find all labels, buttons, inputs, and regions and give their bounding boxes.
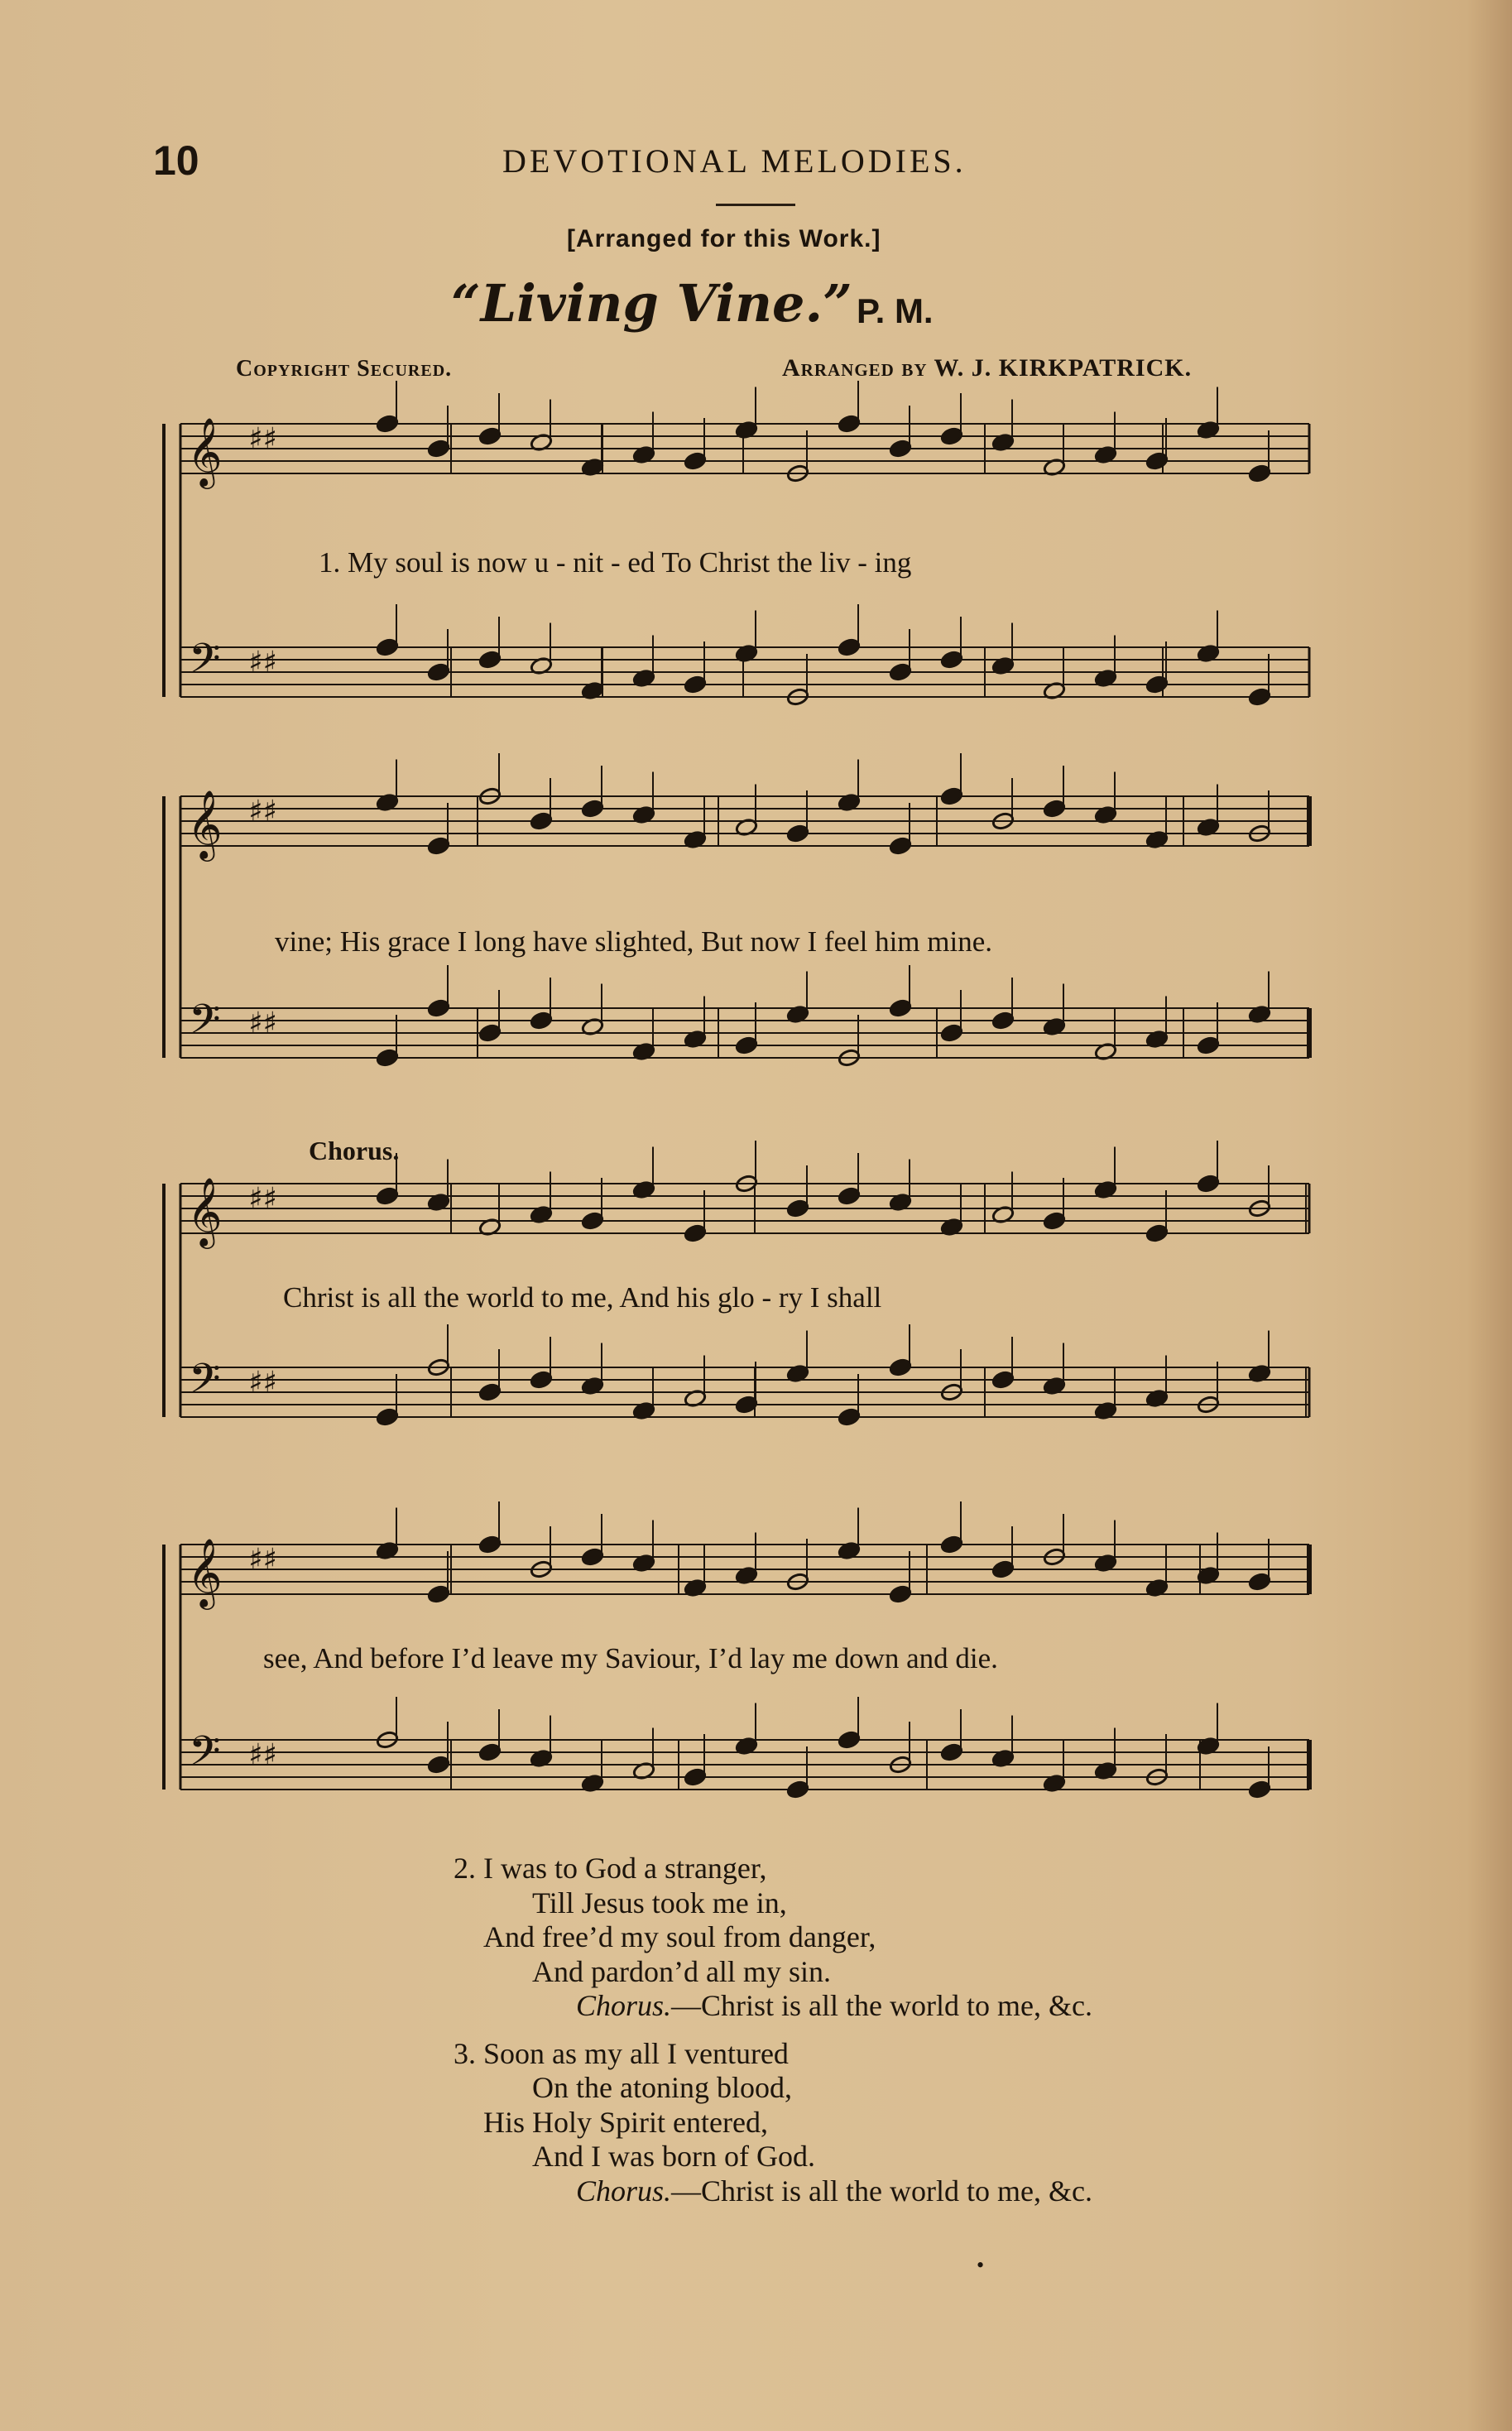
verse-line: And free’d my soul from danger,: [483, 1920, 876, 1953]
arranger-credit: Arranged by W. J. KIRKPATRICK.: [782, 354, 1193, 382]
note-head: [530, 1011, 553, 1030]
note-head: [1197, 1174, 1220, 1193]
note-head: [376, 1048, 399, 1067]
key-signature-sharp-icon: ♯♯: [248, 1007, 277, 1040]
page-number: 10: [153, 137, 199, 184]
note-head: [478, 1742, 502, 1761]
note-head: [376, 1186, 399, 1205]
note-head: [427, 836, 450, 855]
note-head: [376, 414, 399, 433]
note-head: [684, 1223, 707, 1242]
note-head: [1197, 1035, 1220, 1055]
note-head: [530, 1370, 553, 1389]
treble-clef-icon: 𝄞: [187, 416, 223, 486]
verse-line: 3. Soon as my all I ventured: [454, 2036, 789, 2070]
key-signature-sharp-icon: ♯♯: [248, 422, 277, 456]
note-head: [786, 1780, 809, 1799]
key-signature-sharp-icon: ♯♯: [248, 1543, 277, 1577]
verse-line: And I was born of God.: [532, 2140, 815, 2173]
chorus-reference: [454, 1989, 1092, 2024]
chorus-ref-label: Chorus.: [576, 1989, 672, 2022]
note-head: [889, 998, 912, 1017]
note-head: [530, 811, 553, 830]
note-head: [1145, 675, 1169, 694]
note-head: [1145, 1223, 1169, 1242]
note-head: [838, 1730, 861, 1749]
note-head: [889, 836, 912, 855]
note-head: [991, 1559, 1015, 1578]
lyrics-system-1: 1. My soul is now u - nit - ed To Christ the liv - ing: [319, 546, 912, 579]
bass-clef-icon: 𝄢: [189, 1355, 221, 1413]
note-head: [1248, 1780, 1271, 1799]
chorus-ref-text: —Christ is all the world to me, &c.: [671, 1989, 1092, 2022]
key-signature-sharp-icon: ♯♯: [248, 1366, 277, 1400]
hymn-title: “Living Vine.”: [451, 273, 852, 334]
chorus-reference: [454, 2174, 1092, 2209]
note-head: [1248, 1572, 1271, 1591]
note-head: [838, 1407, 861, 1426]
printer-mark: •: [977, 2253, 985, 2277]
chorus-label: Chorus.: [309, 1136, 400, 1165]
note-head: [735, 1035, 758, 1055]
verse-3: [454, 2037, 1092, 2209]
note-head: [427, 1755, 450, 1774]
note-head: [684, 451, 707, 470]
chorus-ref-text: —Christ is all the world to me, &c.: [671, 2174, 1092, 2208]
note-head: [940, 426, 963, 445]
key-signature-sharp-icon: ♯♯: [248, 1182, 277, 1216]
verse-line: On the atoning blood,: [532, 2071, 792, 2104]
note-head: [376, 1407, 399, 1426]
note-head: [684, 1767, 707, 1786]
note-head: [940, 1023, 963, 1042]
verse-line: And pardon’d all my sin.: [532, 1954, 831, 1988]
verse-2: [454, 1852, 1092, 2024]
hymn-meter: P. M.: [857, 291, 934, 330]
note-head: [991, 1011, 1015, 1030]
verse-line: 2. I was to God a stranger,: [454, 1852, 767, 1885]
note-head: [684, 675, 707, 694]
note-head: [786, 824, 809, 843]
note-head: [427, 998, 450, 1017]
note-head: [838, 1186, 861, 1205]
note-head: [427, 1584, 450, 1603]
verse-line: Till Jesus took me in,: [532, 1886, 787, 1919]
treble-clef-icon: 𝄞: [187, 789, 223, 858]
note-head: [889, 1357, 912, 1376]
lyrics-system-2: vine; His grace I long have slighted, But now I feel him mine.: [275, 925, 993, 958]
note-head: [478, 1023, 502, 1042]
note-head: [991, 1370, 1015, 1389]
note-head: [838, 414, 861, 433]
note-head: [889, 439, 912, 458]
bass-clef-icon: 𝄢: [189, 1727, 221, 1785]
treble-clef-icon: 𝄞: [187, 1537, 223, 1607]
note-head: [478, 426, 502, 445]
note-head: [478, 650, 502, 669]
note-head: [581, 799, 604, 818]
note-head: [427, 662, 450, 681]
note-head: [581, 1547, 604, 1566]
arranged-note: [Arranged for this Work.]: [567, 225, 881, 252]
note-head: [478, 1382, 502, 1401]
additional-verses: [454, 1852, 1092, 2222]
key-signature-sharp-icon: ♯♯: [248, 795, 277, 829]
note-head: [889, 1584, 912, 1603]
chorus-ref-label: Chorus.: [576, 2174, 672, 2208]
note-head: [838, 637, 861, 656]
key-signature-sharp-icon: ♯♯: [248, 1738, 277, 1772]
note-head: [427, 439, 450, 458]
note-head: [1145, 451, 1169, 470]
bass-clef-icon: 𝄢: [189, 996, 221, 1054]
note-head: [889, 662, 912, 681]
key-signature-sharp-icon: ♯♯: [248, 646, 277, 680]
note-head: [1248, 464, 1271, 483]
lyrics-system-3: Christ is all the world to me, And his glo - ry I shall: [283, 1281, 882, 1314]
note-head: [581, 1211, 604, 1230]
lyrics-system-4: see, And before I’d leave my Saviour, I’d lay me down and die.: [263, 1642, 998, 1674]
note-head: [940, 1535, 963, 1554]
copyright-notice: Copyright Secured.: [236, 356, 453, 382]
verse-line: His Holy Spirit entered,: [483, 2105, 768, 2139]
note-head: [940, 650, 963, 669]
running-title: DEVOTIONAL MELODIES.: [502, 142, 967, 180]
note-head: [1043, 799, 1066, 818]
note-head: [940, 1742, 963, 1761]
note-head: [376, 637, 399, 656]
note-head: [1043, 1211, 1066, 1230]
treble-clef-icon: 𝄞: [187, 1176, 223, 1246]
note-head: [478, 1535, 502, 1554]
note-head: [786, 1199, 809, 1218]
note-head: [1248, 687, 1271, 706]
bass-clef-icon: 𝄢: [189, 635, 221, 693]
note-head: [940, 786, 963, 805]
